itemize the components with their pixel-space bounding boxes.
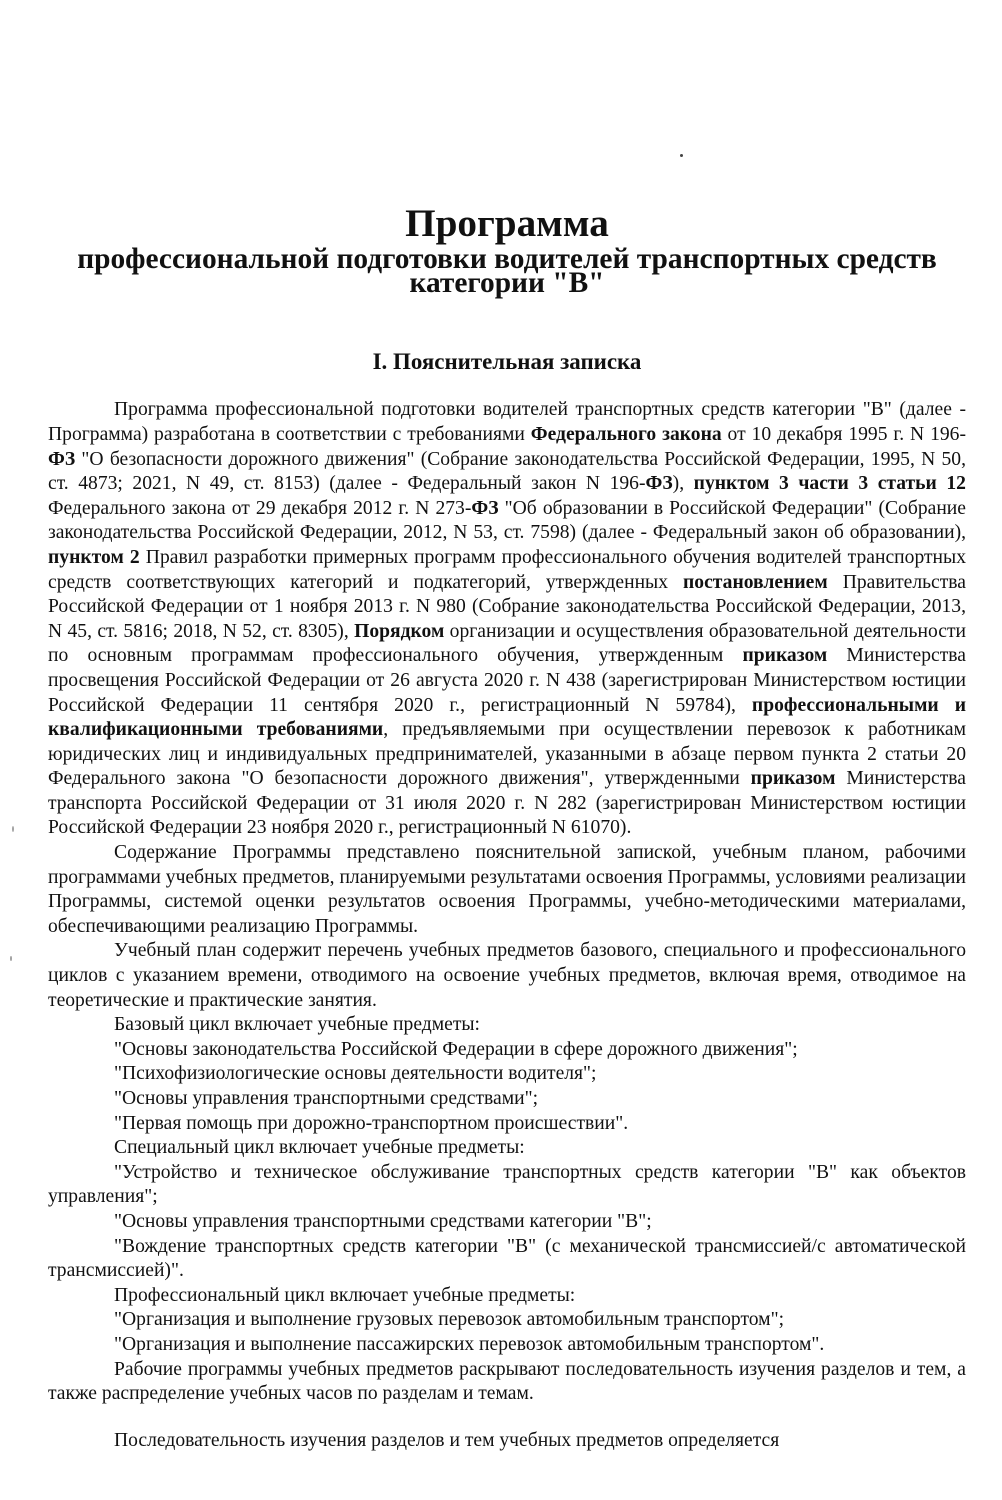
body-paragraph (48, 1284, 966, 1309)
body-paragraph (48, 1062, 966, 1087)
text-run: "Основы законодательства Российской Федерации в сфере дорожного движения"; (114, 1038, 798, 1060)
bold-text-run: профессиональными и квалификационными требованиями (48, 694, 966, 741)
body-paragraph (48, 1013, 966, 1038)
body-paragraph (48, 1235, 966, 1284)
section-heading: I. Пояснительная записка (372, 348, 642, 374)
text-run: "Первая помощь при дорожно-транспортном происшествии". (114, 1112, 629, 1134)
body-paragraph (48, 1429, 966, 1454)
text-run: организации и осуществления образовательной деятельности по основным программам профессионального обучения, утвержденным (48, 620, 966, 667)
text-run: Министерства транспорта Российской Федерации от 31 июля 2020 г. N 282 (зарегистрирован Министерством юстиции Российской Федерации 23 ноября 2020 г., регистрационный N 61070). (48, 768, 966, 839)
body-paragraph (48, 841, 966, 939)
bold-text-run: приказом (750, 768, 836, 790)
text-run: "Вождение транспортных средств категории "B" (с механической трансмиссией/с автоматической трансмиссией)". (48, 1235, 966, 1282)
text-run: Последовательность изучения разделов и тем учебных предметов определяется (114, 1429, 780, 1451)
text-run: Программа профессиональной подготовки водителей транспортных средств категории "B" (далее - Программа) разработана в соответствии с требованиями (48, 399, 966, 445)
body-paragraph (48, 1333, 966, 1358)
text-run: от 10 декабря 1995 г. N 196- (721, 423, 967, 445)
bold-text-run: Федерального закона (530, 423, 722, 445)
document-title: Программа (405, 202, 609, 245)
scan-speck (10, 956, 12, 961)
body-paragraph (48, 1308, 966, 1333)
text-run: , предъявляемыми при осуществлении перевозок к работникам юридических лиц и индивидуальных предпринимателей, указанными в абзаце первом пункта 2 статьи 20 Федерального закона "О безопасности дорожного движения", утвержденными (48, 719, 967, 790)
bold-text-run: приказом (742, 645, 828, 667)
text-run: "Об образовании в Российской Федерации" (Собрание законодательства Российской Федерации, 2012, N 53, ст. 7598) (далее - Федеральный закон об образовании), (48, 497, 966, 544)
bold-text-run: ФЗ (471, 497, 499, 519)
text-run: "О безопасности дорожного движения" (Собрание законодательства Российской Федерации, 1995, N 50, ст. 4873; 2021, N 49, ст. 8153) (далее - Федеральный закон N 196- (48, 448, 966, 495)
text-run: Рабочие программы учебных предметов раскрывают последовательность изучения разделов и тем, а также распределение учебных часов по разделам и темам. (48, 1358, 966, 1405)
text-run: "Основы управления транспортными средствами"; (114, 1088, 539, 1109)
body-paragraph (48, 1161, 966, 1210)
text-run: Содержание Программы представлено пояснительной запиской, учебным планом, рабочими программами учебных предметов, планируемыми результатами освоения Программы, условиями реализации Программы, системой оценки результатов освоения Программы, учебно-методическими материалами, обеспечивающими реализацию Программы. (48, 842, 966, 937)
bold-text-run: ФЗ (645, 473, 673, 495)
scan-speck (680, 154, 683, 157)
bold-text-run: ФЗ (48, 448, 76, 470)
text-run: Федерального закона от 29 декабря 2012 г. N 273- (48, 497, 472, 519)
text-run: "Организация и выполнение грузовых перевозок автомобильным транспортом"; (114, 1309, 785, 1331)
body-paragraph (48, 1210, 966, 1235)
body-paragraph (48, 1087, 966, 1112)
text-run: Правил разработки примерных программ профессионального обучения водителей транспортных средств соответствующих категорий и подкатегорий, утвержденных (48, 546, 966, 593)
body-paragraph (48, 1136, 966, 1161)
text-run: "Психофизиологические основы деятельности водителя"; (114, 1063, 597, 1085)
bold-text-run: пунктом 2 (48, 546, 140, 568)
text-run: "Основы управления транспортными средствами категории "B"; (114, 1210, 652, 1232)
body-paragraph (48, 1112, 966, 1137)
body-paragraph (48, 1358, 966, 1407)
body-paragraph (48, 939, 966, 1013)
document-body (48, 398, 966, 1453)
bold-text-run: Порядком (354, 620, 445, 642)
text-run: "Организация и выполнение пассажирских перевозок автомобильным транспортом". (114, 1333, 825, 1355)
text-run: Правительства Российской Федерации от 1 ноября 2013 г. N 980 (Собрание законодательства Российской Федерации, 2013, N 45, ст. 5816; 2018, N 52, ст. 8305), (48, 571, 966, 642)
text-run: Профессиональный цикл включает учебные предметы: (114, 1284, 576, 1306)
bold-text-run: постановлением (683, 571, 828, 593)
document-subtitle: профессиональной подготовки водителей транспортных средств категории "B" (77, 242, 937, 300)
bold-text-run: пунктом 3 части 3 статьи 12 (693, 473, 966, 495)
text-run: ), (672, 473, 694, 495)
text-run: Министерства просвещения Российской Федерации от 26 августа 2020 г. N 438 (зарегистрирован Министерством юстиции Российской Федерации 11 сентября 2020 г., регистрационный N 59784), (48, 645, 967, 716)
text-run: Базовый цикл включает учебные предметы: (114, 1014, 481, 1036)
scan-speck (12, 826, 14, 832)
body-paragraph (48, 398, 966, 841)
text-run: Учебный план содержит перечень учебных предметов базового, специального и профессионального циклов с указанием времени, отводимого на освоение учебных предметов, включая время, отводимое на теоретические и практические занятия. (48, 940, 966, 1011)
body-paragraph (48, 1038, 966, 1063)
text-run: Специальный цикл включает учебные предметы: (114, 1137, 525, 1159)
text-run: "Устройство и техническое обслуживание транспортных средств категории "B" как объектов управления"; (48, 1161, 966, 1208)
